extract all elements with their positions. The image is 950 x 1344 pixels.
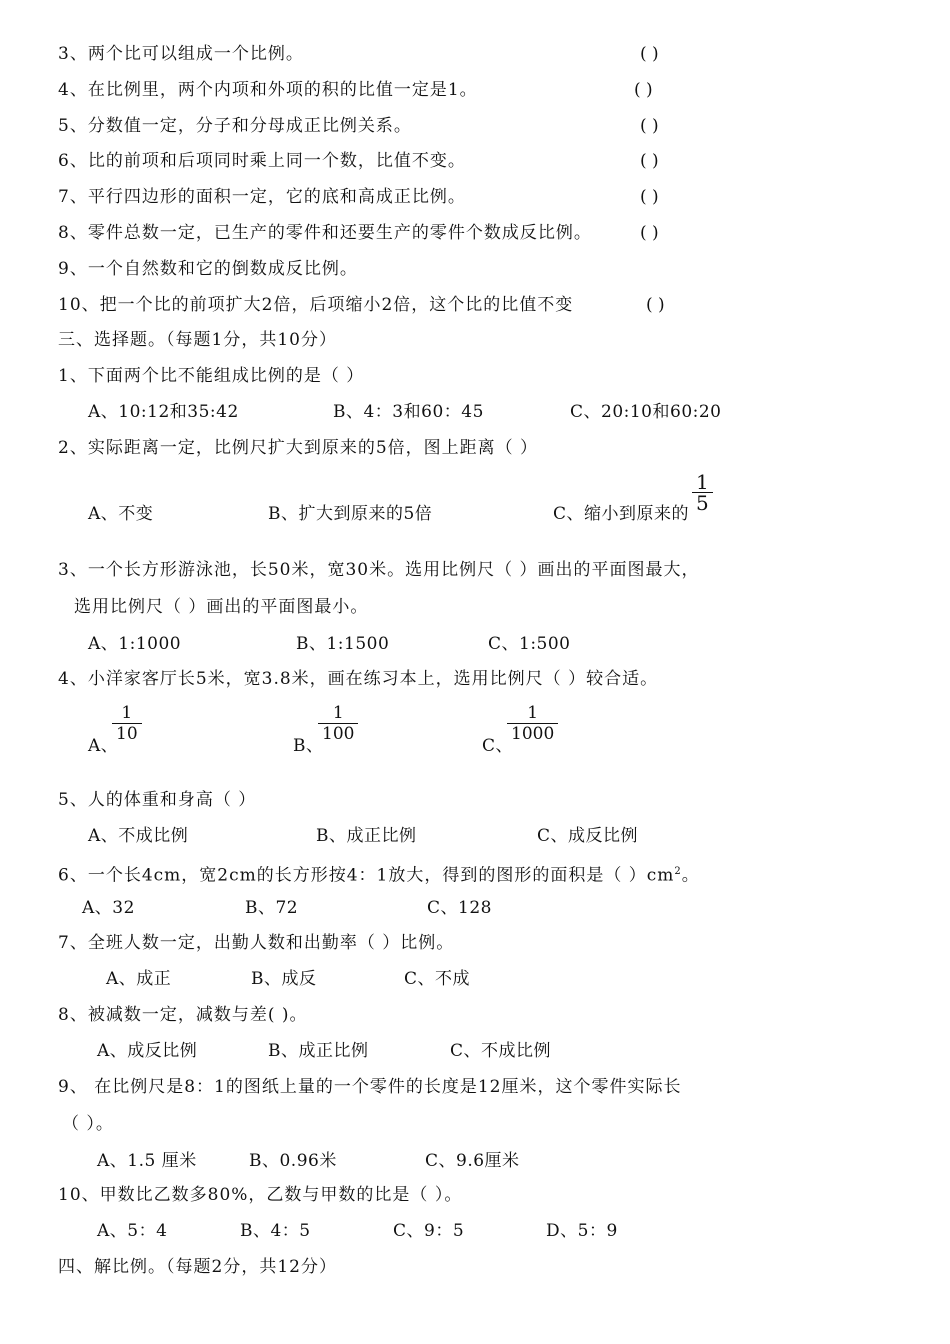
q6-option-c[interactable]: C、128 (427, 898, 492, 918)
question-3-line-2: 选用比例尺（ ）画出的平面图最小。 (74, 597, 369, 617)
answer-blank[interactable]: ( ) (634, 80, 653, 100)
question-1: 1、下面两个比不能组成比例的是（ ） (58, 366, 365, 386)
q8-option-a[interactable]: A、成反比例 (97, 1041, 198, 1061)
tf-item-6: 6、比的前项和后项同时乘上同一个数，比值不变。 (58, 151, 466, 171)
answer-blank[interactable]: ( ) (640, 151, 659, 171)
q6-option-b[interactable]: B、72 (245, 898, 299, 918)
answer-blank[interactable]: ( ) (640, 223, 659, 243)
question-7: 7、全班人数一定，出勤人数和出勤率（ ）比例。 (58, 933, 455, 953)
q9-option-c[interactable]: C、9.6厘米 (425, 1151, 520, 1171)
fraction-numerator: 1 (332, 703, 344, 723)
question-10: 10、甲数比乙数多80%，乙数与甲数的比是（ ）。 (58, 1185, 463, 1205)
q5-option-b[interactable]: B、成正比例 (316, 826, 417, 846)
q8-option-c[interactable]: C、不成比例 (450, 1041, 552, 1061)
fraction-denominator: 100 (322, 724, 355, 744)
q10-option-c[interactable]: C、9：5 (393, 1221, 465, 1241)
q10-option-a[interactable]: A、5：4 (97, 1221, 168, 1241)
q4-option-b-fraction (318, 703, 358, 744)
answer-blank[interactable]: ( ) (646, 295, 665, 315)
question-6-text: 6、一个长4cm，宽2cm的长方形按4：1放大，得到的图形的面积是（ ）cm (58, 865, 675, 886)
q9-option-b[interactable]: B、0.96米 (249, 1151, 337, 1171)
q2-option-b[interactable]: B、扩大到原来的5倍 (268, 504, 433, 524)
question-6 (58, 861, 700, 887)
question-2: 2、实际距离一定，比例尺扩大到原来的5倍，图上距离（ ） (58, 438, 539, 458)
tf-item-10: 10、把一个比的前项扩大2倍，后项缩小2倍，这个比的比值不变 (58, 295, 574, 315)
answer-blank[interactable]: ( ) (640, 44, 659, 64)
q7-option-c[interactable]: C、不成 (404, 969, 471, 989)
q1-option-b[interactable]: B、4：3和60：45 (333, 402, 484, 422)
section-4-title: 四、解比例。（每题2分，共12分） (58, 1257, 337, 1277)
tf-item-9: 9、一个自然数和它的倒数成反比例。 (58, 259, 358, 279)
q7-option-a[interactable]: A、成正 (106, 969, 172, 989)
fraction-denominator: 5 (696, 491, 709, 515)
q8-option-b[interactable]: B、成正比例 (268, 1041, 369, 1061)
question-3-line-1: 3、一个长方形游泳池，长50米，宽30米。选用比例尺（ ）画出的平面图最大， (58, 560, 700, 580)
q7-option-b[interactable]: B、成反 (251, 969, 317, 989)
tf-item-3: 3、两个比可以组成一个比例。 (58, 44, 304, 64)
question-6-end: 。 (681, 865, 700, 886)
q4-option-b-label[interactable]: B、 (293, 736, 324, 756)
fraction-numerator: 1 (527, 703, 539, 723)
q10-option-d[interactable]: D、5：9 (546, 1221, 618, 1241)
fraction-numerator: 1 (121, 703, 133, 723)
q1-option-a[interactable]: A、10:12和35:42 (88, 402, 239, 422)
q4-option-a-fraction (112, 703, 142, 744)
section-3-title: 三、选择题。（每题1分，共10分） (58, 330, 337, 350)
tf-item-7: 7、平行四边形的面积一定，它的底和高成正比例。 (58, 187, 466, 207)
tf-item-5: 5、分数值一定，分子和分母成正比例关系。 (58, 116, 412, 136)
question-5: 5、人的体重和身高（ ） (58, 790, 257, 810)
q3-option-a[interactable]: A、1:1000 (88, 634, 182, 654)
answer-blank[interactable]: ( ) (640, 187, 659, 207)
fraction-denominator: 1000 (511, 724, 555, 744)
question-4: 4、小洋家客厅长5米，宽3.8米，画在练习本上，选用比例尺（ ）较合适。 (58, 669, 659, 689)
q4-option-a-label[interactable]: A、 (88, 736, 119, 756)
q2-option-c[interactable]: C、缩小到原来的 (553, 504, 690, 524)
fraction-numerator: 1 (696, 470, 709, 494)
q4-option-c-label[interactable]: C、 (482, 736, 514, 756)
q10-option-b[interactable]: B、4：5 (240, 1221, 311, 1241)
answer-blank[interactable]: ( ) (640, 116, 659, 136)
q2-option-c-fraction (692, 472, 713, 513)
q5-option-a[interactable]: A、不成比例 (88, 826, 189, 846)
fraction-denominator: 10 (116, 724, 138, 744)
q2-option-a[interactable]: A、不变 (88, 504, 154, 524)
q3-option-b[interactable]: B、1:1500 (296, 634, 390, 654)
q5-option-c[interactable]: C、成反比例 (537, 826, 639, 846)
q3-option-c[interactable]: C、1:500 (488, 634, 571, 654)
question-9-line-1: 9、 在比例尺是8：1的图纸上量的一个零件的长度是12厘米，这个零件实际长 (58, 1077, 682, 1097)
q6-option-a[interactable]: A、32 (82, 898, 135, 918)
question-8: 8、被减数一定，减数与差( )。 (58, 1005, 308, 1025)
question-9-line-2: （ ）。 (62, 1114, 114, 1134)
tf-item-8: 8、零件总数一定，已生产的零件和还要生产的零件个数成反比例。 (58, 223, 592, 243)
tf-item-4: 4、在比例里，两个内项和外项的积的比值一定是1。 (58, 80, 478, 100)
q1-option-c[interactable]: C、20:10和60:20 (570, 402, 722, 422)
superscript: 2 (674, 866, 682, 877)
q9-option-a[interactable]: A、1.5 厘米 (97, 1151, 197, 1171)
q4-option-c-fraction (507, 703, 558, 744)
